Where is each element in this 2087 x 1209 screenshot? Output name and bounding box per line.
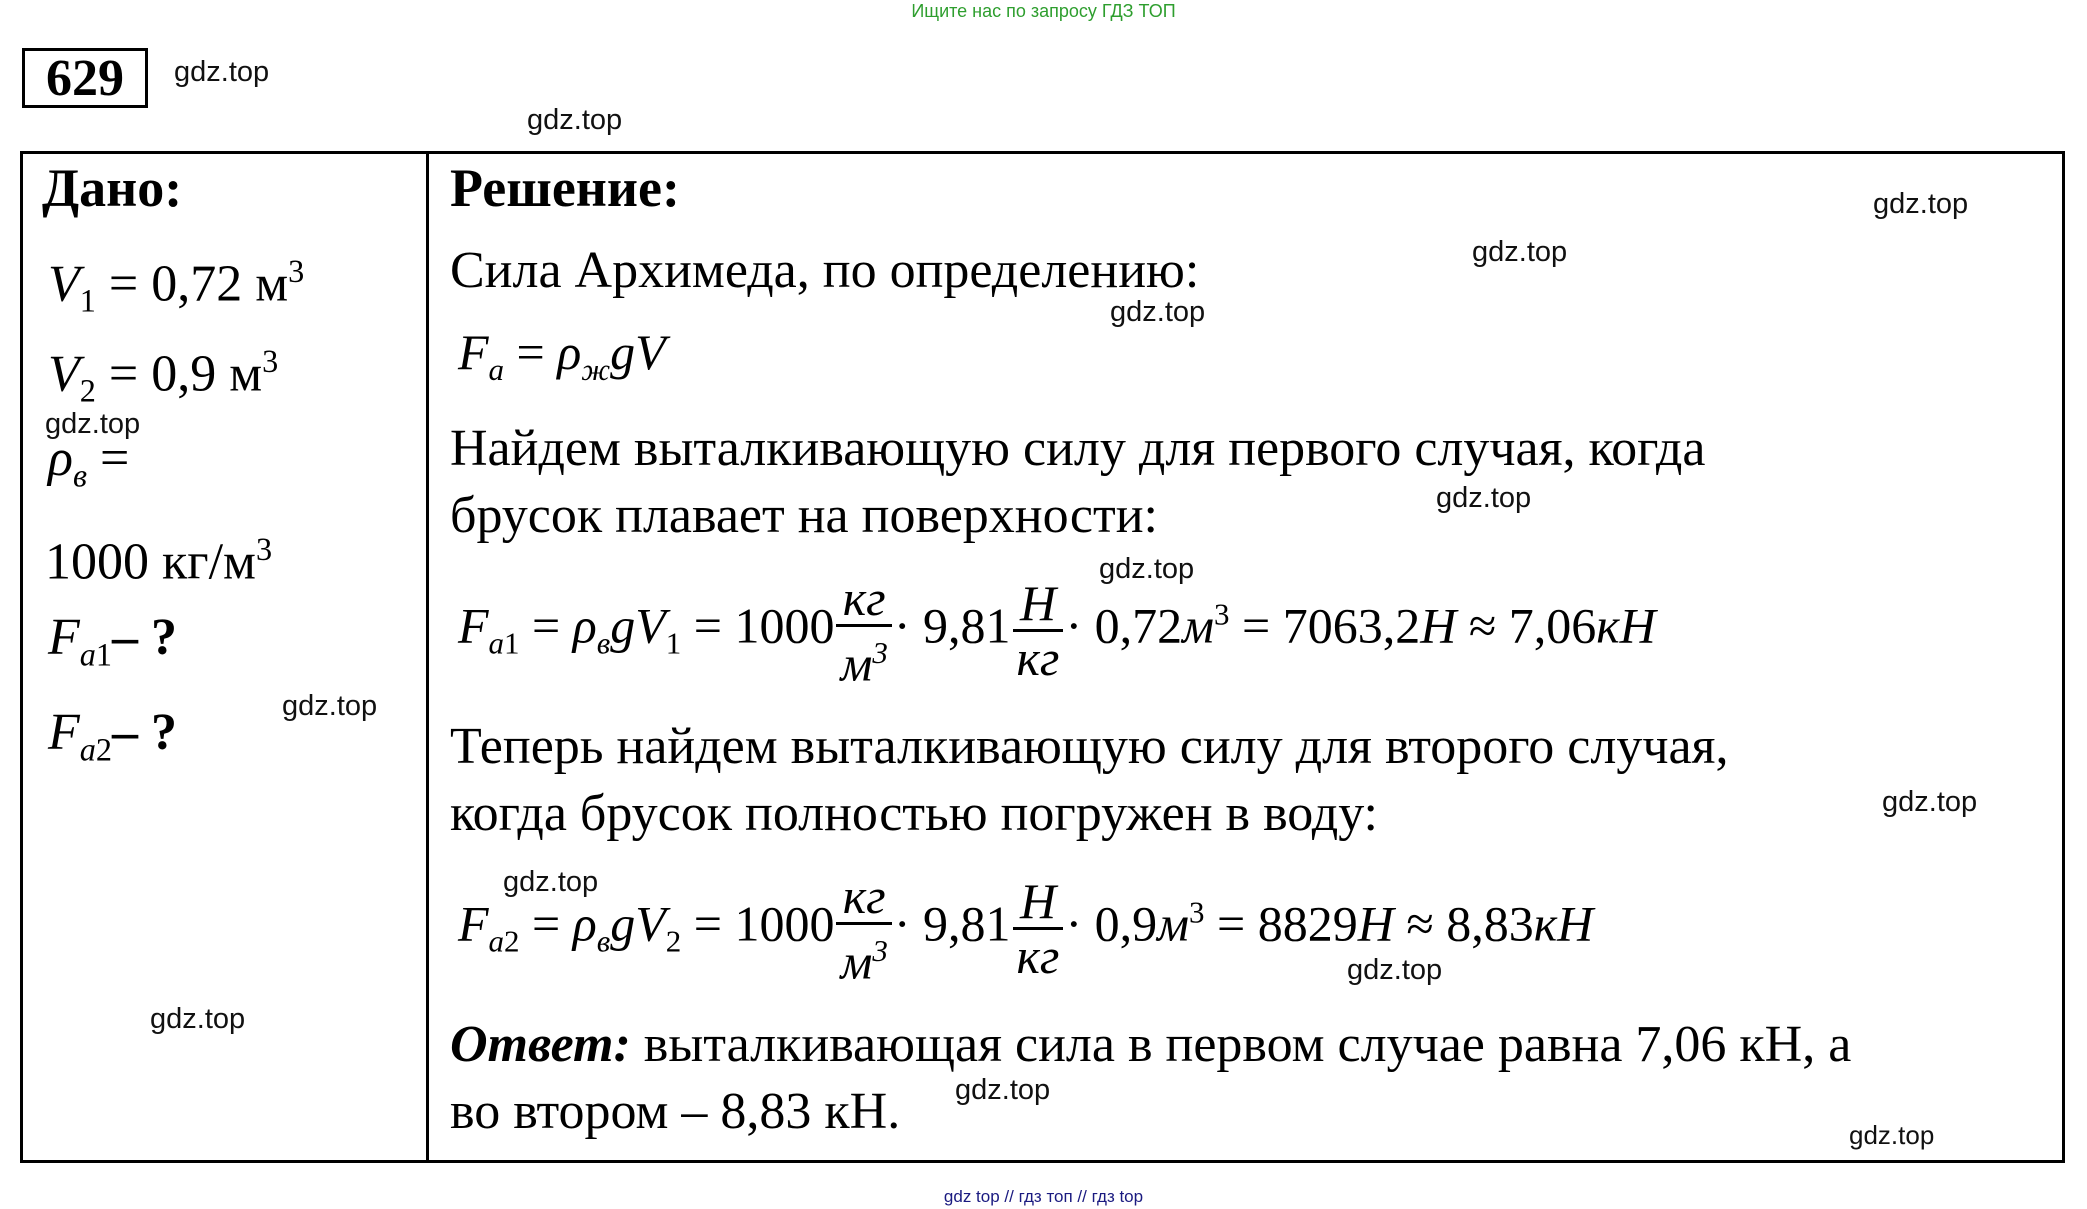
equation-case2: $F_{a2} = \rho_вgV_2 = 1000$ $\frac{кг}{м^3}$ · 9,81 $\frac{Н}{кг}$ · $0,9м^3 = 8829Н \approx 8,83кН$ <box>458 868 1594 990</box>
watermark: gdz.top <box>1849 1120 1935 1150</box>
watermark: gdz.top <box>1110 296 1206 328</box>
given-fa2: $F_{a2}-$ ? <box>48 704 178 768</box>
bottom-banner: gdz top // гдз топ // гдз top <box>943 1187 1144 1206</box>
given-v1: $V_1 = 0,72$ $м^3$ <box>48 253 305 319</box>
given-heading: Дано: <box>42 158 183 218</box>
watermark: gdz.top <box>1347 954 1443 986</box>
watermark: gdz.top <box>174 56 270 88</box>
paragraph-case2-line2: когда брусок полностью погружен в воду: <box>450 785 1379 842</box>
answer-line2: во втором – 8,83 кН. <box>450 1083 901 1140</box>
given-fa1: $F_{a1}-$ ? <box>48 609 178 673</box>
answer-label: Ответ: <box>450 1016 631 1073</box>
watermark: gdz.top <box>150 1003 246 1035</box>
paragraph-case2-line1: Теперь найдем выталкивающую силу для второго случая, <box>450 718 1729 775</box>
given-rho: $\rho_в$ = <box>48 430 130 494</box>
answer-line1: Ответ: выталкивающая сила в первом случае равна 7,06 кН, а <box>450 1016 1852 1073</box>
watermark: gdz.top <box>503 866 599 898</box>
formula-archimedes: $F_a = \rho_жgV$ <box>458 324 666 387</box>
problem-number: 629 <box>22 48 148 108</box>
watermark: gdz.top <box>45 408 141 440</box>
paragraph-case1-line1: Найдем выталкивающую силу для первого случая, когда <box>450 420 1706 477</box>
watermark: gdz.top <box>527 104 623 136</box>
watermark: gdz.top <box>955 1074 1051 1106</box>
equation-case1: $F_{a1} = \rho_вgV_1 = 1000$ $\frac{кг}{м^3}$ · 9,81 $\frac{Н}{кг}$ · $0,72м^3 = 7063,2Н \approx 7,06кН$ <box>458 570 1656 692</box>
watermark: gdz.top <box>1882 786 1978 818</box>
watermark: gdz.top <box>1472 236 1568 268</box>
watermark: gdz.top <box>1099 553 1195 585</box>
watermark: gdz.top <box>1436 482 1532 514</box>
paragraph-definition: Сила Архимеда, по определению: <box>450 242 1200 299</box>
top-banner: Ищите нас по запросу ГДЗ ТОП <box>911 1 1176 21</box>
given-v2: $V_2 = 0,9$ $м^3$ <box>48 343 279 409</box>
solution-heading: Решение: <box>450 158 680 218</box>
watermark: gdz.top <box>282 690 378 722</box>
paragraph-case1-line2: брусок плавает на поверхности: <box>450 487 1158 544</box>
watermark: gdz.top <box>1873 188 1969 220</box>
given-rho-value: 1000 $кг/м^3$ <box>45 531 273 591</box>
column-divider <box>426 151 429 1163</box>
